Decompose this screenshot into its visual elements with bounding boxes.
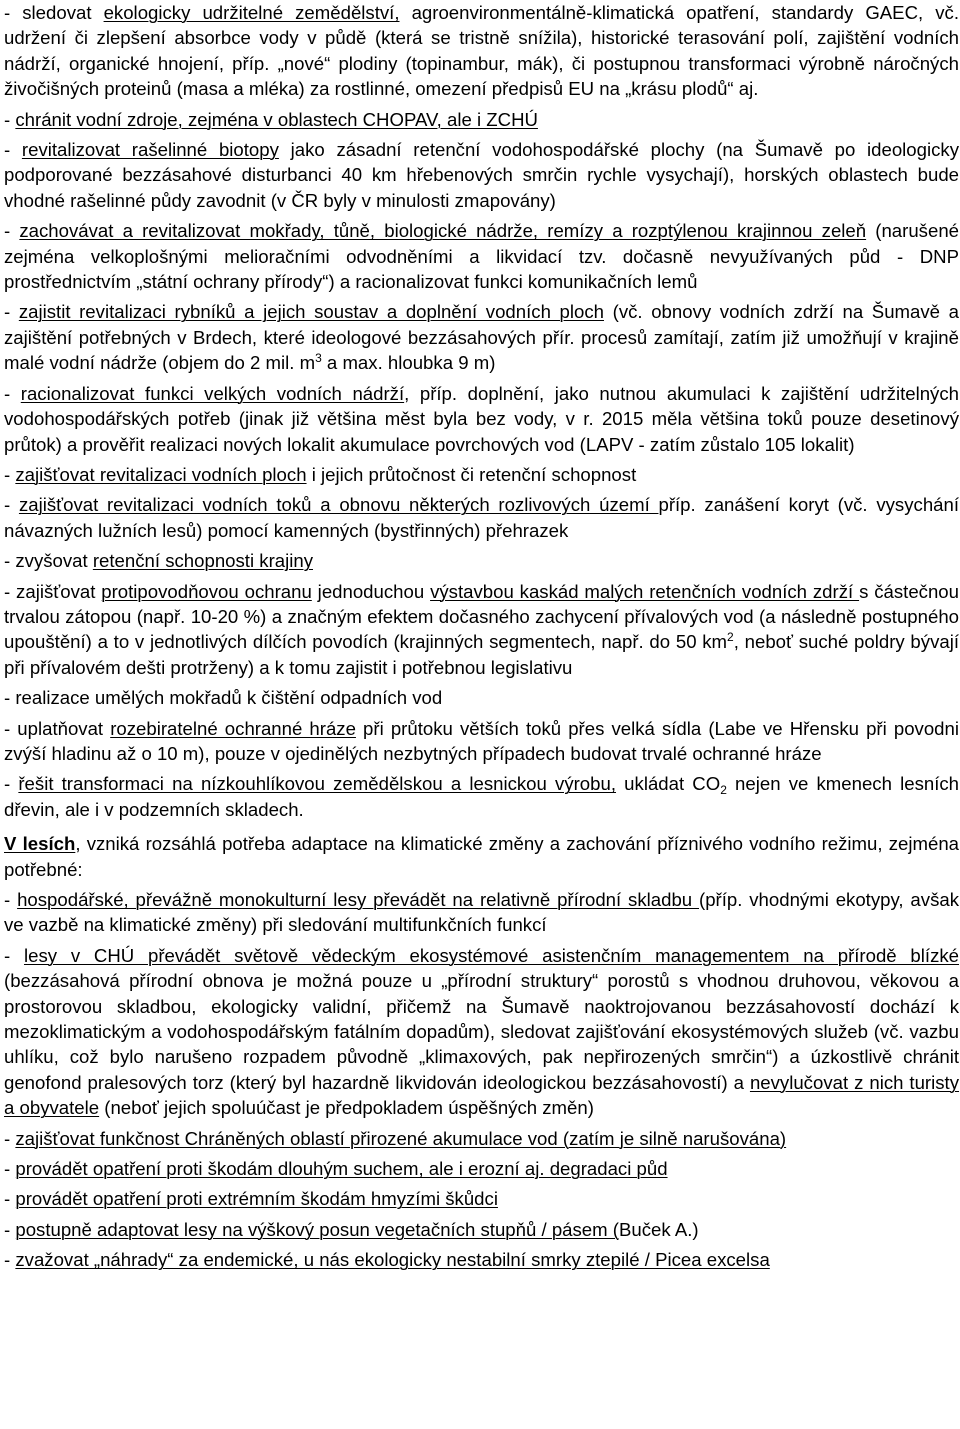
paragraph [4, 831, 959, 882]
text-run: agroenvironmentálně-klimatická opatření, standardy GAEC, vč. udržení či zlepšení absorbce vody v půdě (která se tristně snížila), historické terasování polí, zajištění vodních nádrží, organické hnojení, příp. „nové“ plodiny (topinambur, mák), či postupnou transformaci výrobně náročných živočišných proteinů (masa a mléka) za rostlinné, omezení předpisů EU na „krásu plodů“ aj. [4, 2, 959, 100]
text-run: - [4, 301, 19, 323]
text-run: - [4, 1158, 16, 1180]
text-run: a max. hloubka 9 m) [321, 352, 496, 374]
text-run: - [4, 139, 22, 161]
underlined-text: retenční schopnosti krajiny [92, 550, 313, 572]
text-run: - [4, 1127, 16, 1149]
text-run: (narušené zejména velkoplošnými melioračními odvodněními a likvidací tzv. dočasně nevyužívaných půd - DNP prostřednictvím „státní ochrany přírody“) a racionalizovat funkci komunikačních lemů [4, 220, 960, 293]
paragraph [4, 548, 959, 573]
underlined-text: výstavbou kaskád malých retenčních vodních zdrží [430, 580, 860, 602]
paragraph [4, 381, 959, 457]
paragraph [4, 299, 959, 375]
underlined-text: ekologicky udržitelné zemědělství, [103, 2, 400, 23]
underlined-text: hospodářské, převážně monokulturní lesy převádět na relativně přírodní skladbu [17, 889, 699, 910]
text-run: (neboť jejich spoluúčast je předpokladem úspěšných změn) [99, 1097, 594, 1119]
paragraph [4, 137, 959, 213]
text-run: - realizace umělých mokřadů k čištění odpadních vod [4, 687, 443, 709]
underlined-text: lesy v CHÚ převádět světově vědeckým ekosystémové asistenčním managementem na přírodě blízké [23, 944, 960, 966]
text-run: (vč. obnovy vodních zdrží na Šumavě a zajištění potřebných v Brdech, které ideologové bezzásahových přír. procesů zamítají, zatím již umožňují v krajině malé vodní nádrže (objem do 2 mil. m [4, 301, 959, 374]
underlined-text: nevylučovat z nich turisty a obyvatele [4, 1071, 960, 1119]
underlined-text: provádět opatření proti extrémním škodám hmyzími škůdci [15, 1188, 498, 1210]
text-run: nejen ve kmenech lesních dřevin, ale i v podzemních skladech. [4, 773, 960, 820]
text-run: - [4, 944, 24, 966]
paragraph [4, 579, 959, 681]
superscript: 3 [315, 351, 322, 366]
paragraph [4, 1186, 959, 1211]
text-run: - sledovat [4, 2, 104, 23]
text-run: , příp. doplnění, jako nutnou akumulaci k zajištění udržitelných vodohospodářských potřeb (jinak již většina měst byla bez vody, v r. 2015 měla většina toků pouze desetinový průtok) a prověřit realizaci nových lokalit akumulace povrchových vod (LAPV - zatím zůstalo 105 lokalit) [4, 382, 959, 455]
underlined-text: rozebiratelné ochranné hráze [110, 717, 356, 739]
text-run: - [4, 1188, 16, 1210]
text-run: , vzniká rozsáhlá potřeba adaptace na klimatické změny a zachování příznivého vodního režimu, zejména potřebné: [4, 833, 960, 880]
paragraph [4, 1156, 959, 1181]
superscript: 2 [727, 630, 734, 645]
underlined-text: postupně adaptovat lesy na výškový posun vegetačních stupňů / pásem ( [15, 1218, 619, 1240]
underlined-text: zajišťovat revitalizaci vodních toků a obnovu některých rozlivových území [18, 494, 659, 516]
paragraph [4, 716, 959, 767]
text-run: - uplatňovat [4, 717, 111, 739]
text-run: při průtoku větších toků přes velká sídla (Labe ve Hřensku při povodni zvýší hladinu až o 10 m), pouze v ojedinělých nezbytných případech budovat trvalé ochranné hráze [4, 717, 959, 764]
paragraph [4, 943, 959, 1121]
underlined-text: V lesích [4, 833, 76, 855]
underlined-text: zajišťovat funkčnost Chráněných oblastí přirozené akumulace vod (zatím je silně narušována) [15, 1127, 787, 1149]
text-run: příp. zanášení koryt (vč. vysychání návazných lužních lesů) pomocí kamenných (bystřinných) přehrazek [4, 494, 960, 541]
text-run: - [4, 1218, 16, 1240]
paragraph [4, 1126, 959, 1151]
underlined-text: zajišťovat revitalizaci vodních ploch [15, 463, 307, 485]
paragraph [4, 1247, 959, 1272]
text-run: - [4, 494, 19, 516]
paragraph [4, 771, 959, 822]
paragraph [4, 0, 959, 102]
text-run: - [4, 463, 16, 485]
underlined-text: revitalizovat rašelinné biotopy [21, 139, 279, 161]
text-run: (bezzásahová přírodní obnova je možná pouze u „přírodní struktury“ porostů s vhodnou druhovou, věkovou a prostorovou skladbou, ekologicky validní, přičemž na Šumavě naoktrojovanou bezzásahovostí dochází k mezoklimatickým a vodohospodářským fatálním dopadům), sledovat zajišťování ekosystémových služeb (vč. vazbu uhlíku, což bylo narušeno rozpadem původně „klimaxových, pak nepřirozených smrčin“) a úzkostlivě chránit genofond pralesových torz (který byl hazardně likvidován ideologickou bezzásahovostí) a [4, 970, 959, 1093]
text-run: - [4, 108, 16, 130]
paragraph [4, 887, 959, 938]
text-run: ukládat CO [616, 773, 721, 795]
text-run: Buček A.) [619, 1218, 699, 1240]
text-run: - [4, 382, 21, 404]
paragraph [4, 685, 959, 710]
paragraph [4, 1217, 959, 1242]
text-run: jako zásadní retenční vodohospodářské plochy (na Šumavě po ideologicky podporované bezzásahové disturbanci 40 km hřebenových smrčin rychle vysychají), horských oblastech bude vhodné rašelinné půdy zavodnit (v ČR byly v minulosti zmapovány) [4, 139, 960, 211]
text-run: - zajišťovat [4, 580, 102, 602]
text-run: - [4, 220, 20, 242]
text-run: s částečnou trvalou zátopou (např. 10-20 %) a značným efektem dočasného zachycení přívalových vod (a následně postupného upouštění) a to v jednotlivých dílčích povodích (krajinných segmentech, např. do 50 km [4, 580, 959, 653]
text-run: jednoduchou [311, 580, 431, 602]
paragraph [4, 492, 959, 543]
text-run: , neboť suché poldry bývají při přívalovém dešti protrženy) a k tomu zajistit i potřebnou legislativu [4, 631, 959, 678]
paragraph [4, 107, 959, 132]
underlined-text: racionalizovat funkci velkých vodních nádrží [20, 382, 405, 404]
text-run: i jejich průtočnost či retenční schopnost [306, 463, 637, 485]
text-run: - [4, 1249, 16, 1271]
underlined-text: řešit transformaci na nízkouhlíkovou zemědělskou a lesnickou výrobu, [18, 773, 617, 795]
paragraph [4, 218, 959, 294]
text-run: - zvyšovat [4, 550, 93, 572]
paragraph [4, 462, 959, 487]
subscript: 2 [720, 783, 727, 798]
text-run: (příp. vhodnými ekotypy, avšak ve vazbě na klimatické změny) při sledování multifunkčních funkcí [4, 889, 959, 936]
underlined-text: zvažovat „náhrady“ za endemické, u nás ekologicky nestabilní smrky ztepilé / Picea excelsa [15, 1249, 770, 1271]
underlined-text: zajistit revitalizaci rybníků a jejich soustav a doplnění vodních ploch [18, 301, 604, 323]
underlined-text: protipovodňovou ochranu [101, 580, 312, 602]
underlined-text: provádět opatření proti škodám dlouhým suchem, ale i erozní aj. degradaci půd [15, 1158, 668, 1180]
underlined-text: zachovávat a revitalizovat mokřady, tůně, biologické nádrže, remízy a rozptýlenou krajinnou zeleň [19, 220, 867, 242]
underlined-text: chránit vodní zdroje, zejména v oblastech CHOPAV, ale i ZCHÚ [15, 108, 538, 130]
text-run: - [4, 889, 18, 910]
text-run: - [4, 773, 19, 795]
